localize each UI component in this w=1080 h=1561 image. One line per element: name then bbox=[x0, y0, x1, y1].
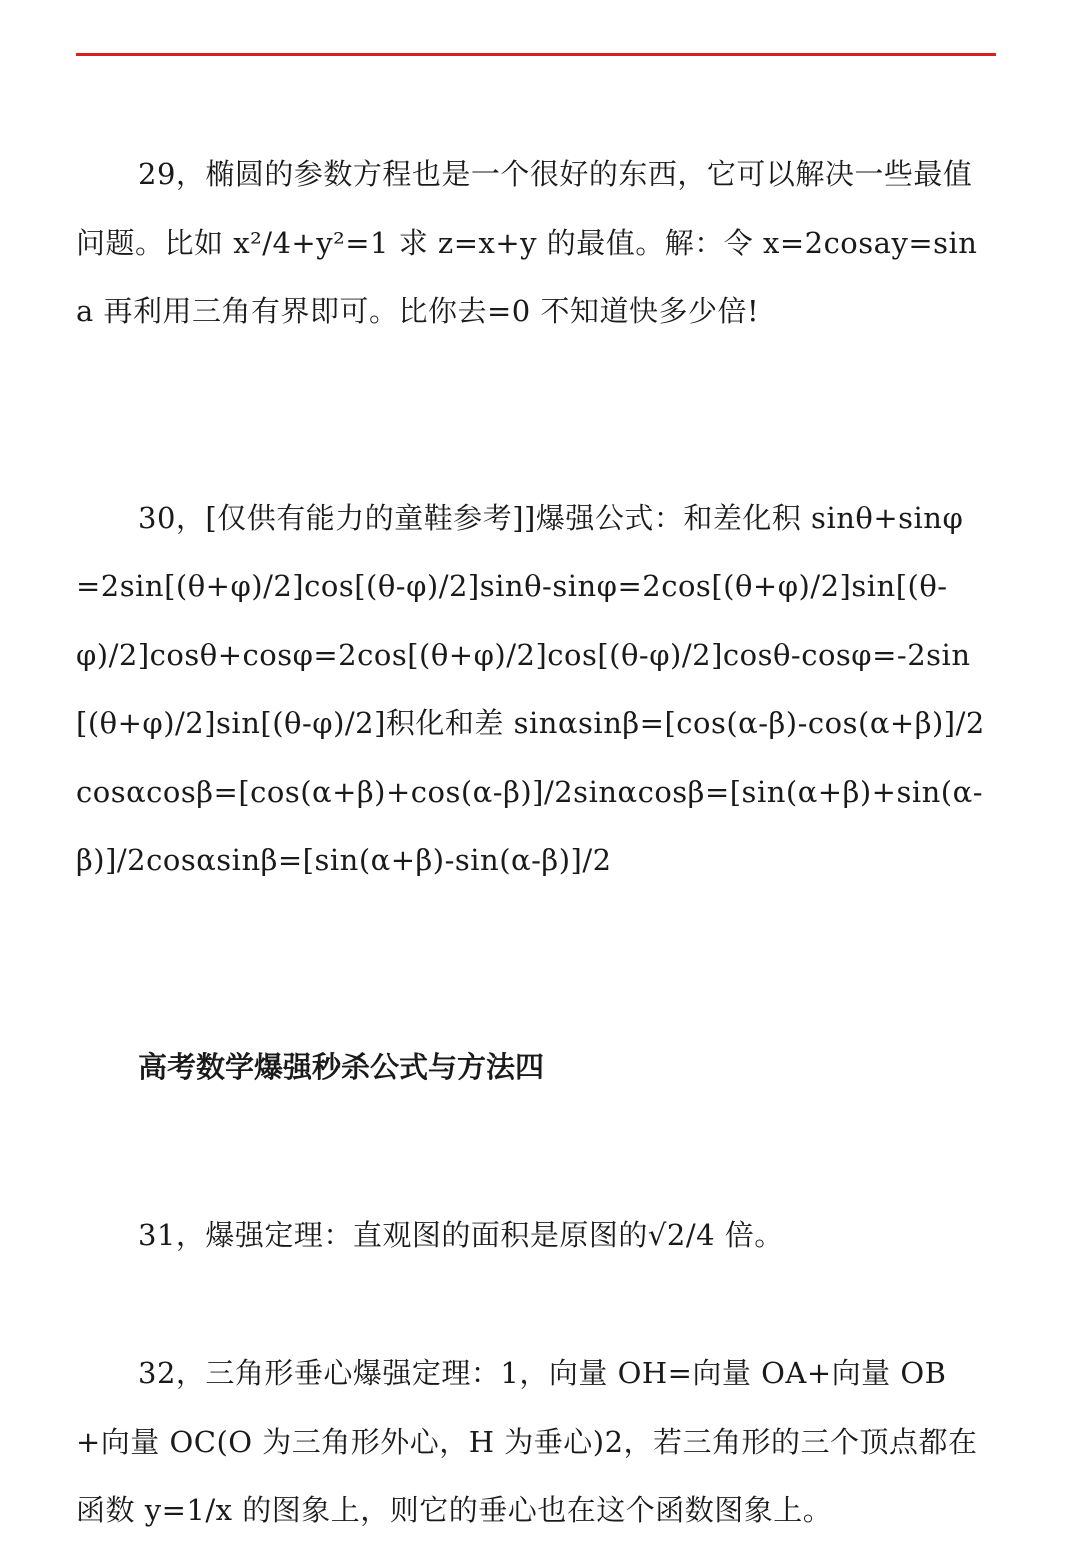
header-rule bbox=[76, 53, 996, 56]
paragraph-30: 30，[仅供有能力的童鞋参考]]爆强公式：和差化积 sinθ+sinφ=2sin[(θ+φ)/2]cos[(θ-φ)/2]sinθ-sinφ=2cos[(θ+φ)/2]sin[(θ-φ)/2]cosθ+cosφ=2cos[(θ+φ)/2]cos[(θ-φ)/2]cosθ-cosφ=-2sin[(θ+φ)/2]sin[(θ-φ)/2]积化和差 sinαsinβ=[cos(α-β)-cos(α+β)]/2cosαcosβ=[cos(α+β)+cos(α-β)]/2sinαcosβ=[sin(α+β)+sin(α-β)]/2cosαsinβ=[sin(α+β)-sin(α-β)]/2 bbox=[76, 500, 985, 877]
section-heading: 高考数学爆强秒杀公式与方法四 bbox=[138, 1049, 545, 1084]
paragraph-31: 31，爆强定理：直观图的面积是原图的√2/4 倍。 bbox=[138, 1217, 784, 1252]
paragraph-32: 32，三角形垂心爆强定理：1，向量 OH=向量 OA+向量 OB+向量 OC(O 为三角形外心，H 为垂心)2，若三角形的三个顶点都在函数 y=1/x 的图象上，则它的垂心也在这个函数图象上。 bbox=[76, 1356, 978, 1527]
document-body bbox=[76, 140, 988, 1545]
paragraph-29: 29，椭圆的参数方程也是一个很好的东西，它可以解决一些最值问题。比如 x²/4+y²=1 求 z=x+y 的最值。解：令 x=2cosay=sina 再利用三角有界即可。比你去=0 不知道快多少倍! bbox=[76, 157, 978, 328]
